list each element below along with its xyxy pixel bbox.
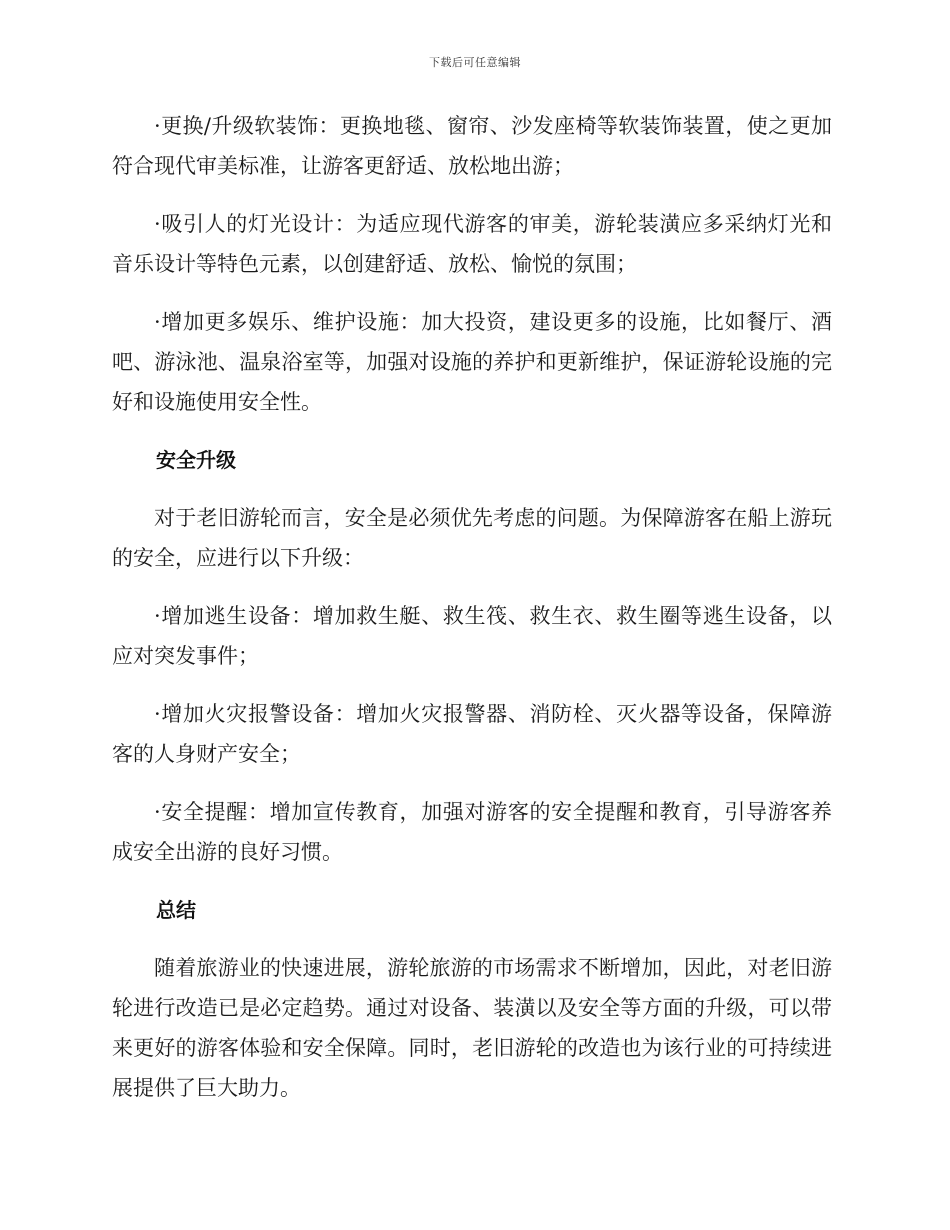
paragraph-summary: 随着旅游业的快速进展，游轮旅游的市场需求不断增加，因此，对老旧游轮进行改造已是必定趋势。通过对设备、装潢以及安全等方面的升级，可以带来更好的游客体验和安全保障。同时，老旧游轮的改造也为该行业的可持续进展提供了巨大助力。 [112, 956, 832, 1100]
paragraph-lighting-design: ·吸引人的灯光设计：为适应现代游客的审美，游轮装潢应多采纳灯光和音乐设计等特色元素，以创建舒适、放松、愉悦的氛围； [112, 212, 832, 276]
paragraph-soft-furnishing: ·更换/升级软装饰：更换地毯、窗帘、沙发座椅等软装饰装置，使之更加符合现代审美标准，让游客更舒适、放松地出游； [112, 114, 832, 178]
paragraph-safety-intro: 对于老旧游轮而言，安全是必须优先考虑的问题。为保障游客在船上游玩的安全，应进行以下升级： [112, 506, 832, 570]
paragraph-fire-alarm: ·增加火灾报警设备：增加火灾报警器、消防栓、灭火器等设备，保障游客的人身财产安全； [112, 702, 832, 766]
header-note: 下载后可任意编辑 [429, 56, 521, 69]
heading-safety-upgrade: 安全升级 [156, 448, 236, 472]
paragraph-safety-reminder: ·安全提醒：增加宣传教育，加强对游客的安全提醒和教育，引导游客养成安全出游的良好习惯。 [112, 800, 832, 864]
paragraph-entertainment-facilities: ·增加更多娱乐、维护设施：加大投资，建设更多的设施，比如餐厅、酒吧、游泳池、温泉浴室等，加强对设施的养护和更新维护，保证游轮设施的完好和设施使用安全性。 [112, 310, 832, 414]
paragraph-escape-equipment: ·增加逃生设备：增加救生艇、救生筏、救生衣、救生圈等逃生设备，以应对突发事件； [112, 604, 832, 668]
heading-summary: 总结 [156, 898, 196, 922]
document-body [112, 106, 832, 1126]
